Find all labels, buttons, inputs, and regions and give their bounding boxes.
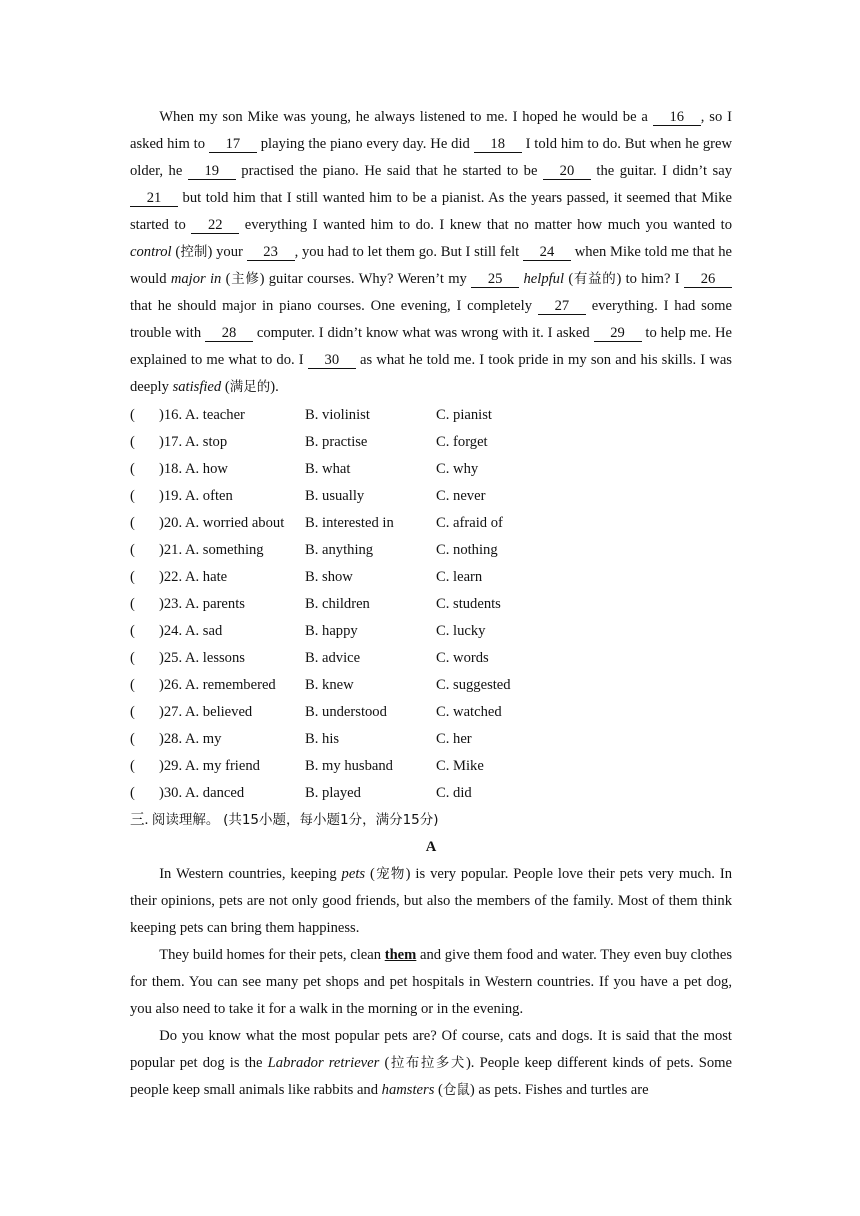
question-number: )28. [159,731,185,747]
answer-bracket-open: ( [130,785,135,801]
text-run: ( [379,1055,390,1071]
text-run: the guitar. I didn’t say [590,163,732,179]
question-row [130,591,732,618]
question-number: )21. [159,542,185,558]
text-run: ( [221,271,231,287]
option-a [159,537,264,564]
option-a [159,618,222,645]
italic-term: control [130,244,172,260]
option-a [159,672,276,699]
option-b: B. show [305,569,353,585]
text-run: that he should major in piano courses. One evening, I completely [130,298,538,314]
option-c: C. never [436,488,486,504]
option-b: B. advice [305,650,361,666]
text-run: When my son Mike was young, he always listened to me. I hoped he would be a [159,109,653,125]
text-run: ) your [207,244,247,260]
option-b: B. children [305,596,370,612]
option-a [159,456,228,483]
option-c: C. why [436,461,479,477]
text-run: and give them food and water. They even buy clothes for them. You can see many pet shops and pet hospitals in Western countries. If you have a pet dog, you also need to take it for a walk in the morning or in the evening. [130,947,733,1017]
chinese-gloss: 宠物 [374,866,406,882]
blank-20: 20 [543,163,591,180]
option-a [159,780,244,807]
option-a [159,402,245,429]
option-a-text: A. sad [184,623,223,639]
option-a [159,510,284,537]
question-number: )26. [159,677,185,693]
italic-term: Labrador retriever [267,1055,380,1071]
italic-term: major in [170,271,222,287]
cloze-passage [130,104,732,401]
chinese-gloss: 主修 [230,271,260,287]
option-b: B. my husband [305,758,393,774]
blank-19: 19 [188,163,236,180]
answer-bracket-open: ( [130,407,135,423]
option-c: C. learn [436,569,483,585]
question-number: )23. [159,596,185,612]
option-c: C. lucky [436,623,486,639]
text-run: , so I asked him to [130,109,732,152]
blank-22: 22 [191,217,239,234]
blank-30: 30 [308,352,356,369]
option-b: B. played [305,785,361,801]
option-a-text: A. hate [184,569,228,585]
question-number: )30. [159,785,185,801]
option-a-text: A. teacher [184,407,245,423]
answer-bracket-open: ( [130,515,135,531]
section-number: 三. [130,812,149,828]
option-a [159,726,221,753]
question-list [130,402,732,807]
question-row [130,645,732,672]
option-a-text: A. my [184,731,222,747]
text-run: In Western countries, keeping [159,866,342,882]
cloze-paragraph [130,104,732,401]
option-c: C. watched [436,704,502,720]
option-b: B. usually [305,488,365,504]
option-b: B. practise [305,434,368,450]
text-run: but told him that I still wanted him to be a pianist. As the years passed, it seemed that Mike started to [130,190,732,233]
answer-bracket-open: ( [130,488,135,504]
question-number: )18. [159,461,185,477]
option-b: B. anything [305,542,374,558]
question-row [130,726,732,753]
answer-bracket-open: ( [130,542,135,558]
question-row [130,429,732,456]
option-a-text: A. believed [184,704,253,720]
passage-paragraph [130,861,732,942]
option-a-text: A. my friend [184,758,260,774]
option-c: C. her [436,731,472,747]
text-run: when Mike told me that he would [130,244,732,287]
question-number: )27. [159,704,185,720]
option-b: B. knew [305,677,354,693]
option-a [159,483,233,510]
blank-26: 26 [684,271,732,288]
question-number: )17. [159,434,185,450]
option-c: C. afraid of [436,515,503,531]
question-number: )29. [159,758,185,774]
text-run: playing the piano every day. He did [256,136,474,152]
text-run: ). [270,379,279,395]
question-row [130,402,732,429]
option-a-text: A. danced [184,785,245,801]
question-row [130,780,732,807]
passage-paragraph [130,1023,732,1104]
question-row [130,618,732,645]
question-row [130,483,732,510]
section-heading [130,807,439,834]
question-row [130,699,732,726]
blank-27: 27 [538,298,586,315]
section-title: 阅读理解。 [151,812,220,828]
option-b: B. understood [305,704,387,720]
option-c: C. did [436,785,472,801]
text-run: everything I wanted him to do. I knew that no matter how much you wanted to [239,217,732,233]
section-note: (共15小题，每小题1分，满分15分) [223,812,439,828]
answer-bracket-open: ( [130,650,135,666]
option-a-text: A. worried about [184,515,285,531]
option-a-text: A. parents [184,596,245,612]
answer-bracket-open: ( [130,569,135,585]
option-a-text: A. stop [184,434,228,450]
option-c: C. pianist [436,407,492,423]
chinese-gloss: 拉布拉多犬 [389,1055,466,1071]
answer-bracket-open: ( [130,434,135,450]
option-a [159,429,227,456]
answer-bracket-open: ( [130,704,135,720]
option-c: C. students [436,596,501,612]
text-run: ) to him? I [616,271,684,287]
answer-bracket-open: ( [130,758,135,774]
option-b: B. what [305,461,351,477]
question-number: )24. [159,623,185,639]
option-a [159,564,227,591]
question-number: )20. [159,515,185,531]
chinese-gloss: 控制 [180,244,208,260]
blank-24: 24 [523,244,571,261]
question-number: )22. [159,569,185,585]
question-row [130,537,732,564]
option-a-text: A. often [184,488,233,504]
underlined-word: them [384,947,417,963]
option-b: B. his [305,731,340,747]
blank-25: 25 [471,271,519,288]
text-run: ( [221,379,230,395]
reading-passage [130,861,732,1104]
question-row [130,510,732,537]
option-b: B. violinist [305,407,370,423]
answer-bracket-open: ( [130,731,135,747]
blank-21: 21 [130,190,178,207]
text-run: ). People keep different kinds of pets. Some people keep small animals like rabbits and [130,1055,732,1098]
chinese-gloss: 有益的 [573,271,617,287]
option-a-text: A. how [184,461,228,477]
option-c: C. Mike [436,758,484,774]
text-run: ( [564,271,574,287]
question-row [130,672,732,699]
passage-heading: A [425,839,437,855]
text-run: ) is very popular. People love their pets very much. In their opinions, pets are not only good friends, but also the members of the family. Most of them think keeping pets can bring them happiness. [130,866,733,936]
text-run: Do you know what the most popular pets are? Of course, cats and dogs. It is said that the most popular pet dog is the [130,1028,732,1071]
question-number: )16. [159,407,185,423]
question-row [130,456,732,483]
blank-18: 18 [474,136,522,153]
italic-term: satisfied [172,379,222,395]
answer-bracket-open: ( [130,596,135,612]
text-run: They build homes for their pets, clean [159,947,385,963]
question-number: )19. [159,488,185,504]
option-c: C. suggested [436,677,511,693]
option-c: C. words [436,650,489,666]
text-run: computer. I didn’t know what was wrong with it. I asked [253,325,594,341]
text-run: ) guitar courses. Why? Weren’t my [259,271,472,287]
blank-23: 23 [247,244,295,261]
text-run: as what he told me. I took pride in my son and his skills. I was deeply [130,352,732,395]
text-run: ( [171,244,181,260]
passage-paragraph [130,942,732,1023]
option-a [159,699,252,726]
text-run: ) as pets. Fishes and turtles are [469,1082,649,1098]
blank-17: 17 [209,136,257,153]
text-run: practised the piano. He said that he started to be [235,163,543,179]
text-run: everything. I had some trouble with [130,298,732,341]
answer-bracket-open: ( [130,623,135,639]
text-run: ( [365,866,375,882]
italic-term: hamsters [381,1082,435,1098]
answer-bracket-open: ( [130,461,135,477]
option-a-text: A. remembered [184,677,276,693]
option-a-text: A. lessons [184,650,245,666]
blank-29: 29 [594,325,642,342]
italic-term: pets [341,866,366,882]
blank-16: 16 [653,109,701,126]
text-run: ( [434,1082,443,1098]
option-c: C. nothing [436,542,498,558]
option-a [159,753,260,780]
option-b: B. interested in [305,515,394,531]
option-a-text: A. something [184,542,264,558]
chinese-gloss: 仓鼠 [442,1082,470,1098]
option-c: C. forget [436,434,488,450]
question-number: )25. [159,650,185,666]
text-run: , you had to let them go. But I still felt [294,244,523,260]
text-run: to help me. He explained to me what to do. I [130,325,732,368]
text-run: I told him to do. But when he grew older, he [130,136,733,179]
option-a [159,645,245,672]
answer-bracket-open: ( [130,677,135,693]
question-row [130,753,732,780]
question-row [130,564,732,591]
chinese-gloss: 满足的 [229,379,271,395]
option-b: B. happy [305,623,358,639]
option-a [159,591,245,618]
blank-28: 28 [205,325,253,342]
italic-term: helpful [523,271,565,287]
